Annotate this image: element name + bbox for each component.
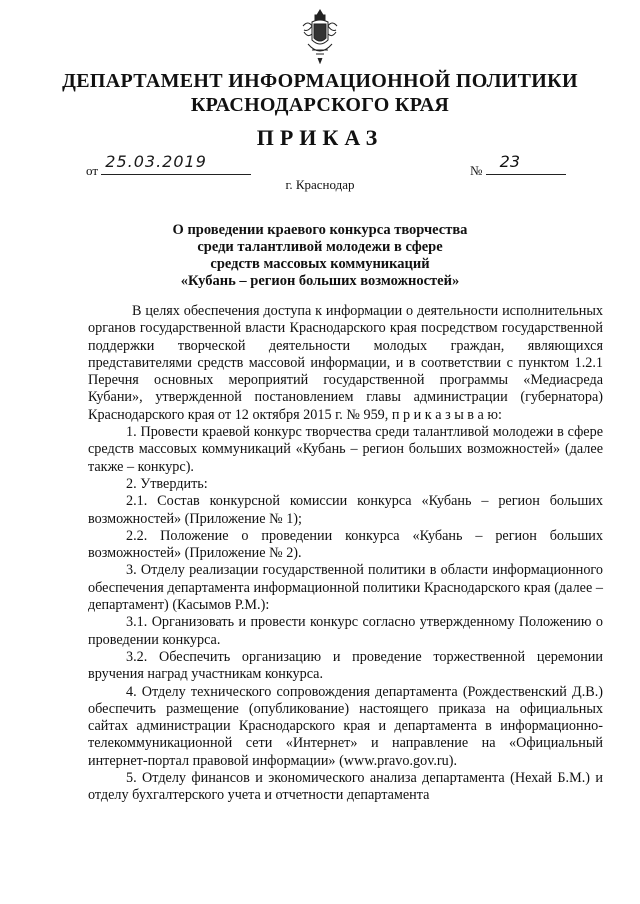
paragraph-3-1: 3.1. Организовать и провести конкурс согласно утвержденному Положению о проведении конкурса. [88, 614, 603, 648]
date-prefix: от [86, 163, 99, 178]
date-underline [101, 152, 251, 175]
document-type: ПРИКАЗ [256, 125, 384, 150]
title-line: О проведении краевого конкурса творчества [172, 222, 468, 238]
paragraph-3-2: 3.2. Обеспечить организацию и проведение торжественной церемонии вручения наград участникам конкурса. [88, 648, 603, 683]
order-body [88, 303, 603, 805]
paragraph-5: 5. Отделу финансов и экономического анализа департамента (Нехай Б.М.) и отделу бухгалтерского учета и отчетности департамента [88, 770, 603, 804]
paragraph-1: 1. Провести краевой конкурс творчества среди талантливой молодежи в сфере средств массовых коммуникаций «Кубань – регион больших возможностей» (далее также – конкурс). [88, 424, 603, 475]
handwritten-date: 25.03.2019 [105, 152, 207, 171]
title-line: среди талантливой молодежи в сфере [197, 239, 443, 255]
preamble-paragraph: В целях обеспечения доступа к информации о деятельности исполнительных органов государственной власти Краснодарского края посредством государственной поддержки творческой деятельности молодых граждан, являющихся представителями средств массовой информации, и в соответствии с пунктом 1.2.1 Перечня основных мероприятий государственной программы «Медиасреда Кубани», утвержденной постановлением главы администрации (губернатора) Краснодарского края от 12 октября 2015 г. № 959, п р и к а з ы в а ю: [88, 303, 603, 423]
number-prefix: № [470, 163, 483, 178]
title-line: «Кубань – регион больших возможностей» [180, 273, 460, 289]
paragraph-3: 3. Отделу реализации государственной политики в области информационного обеспечения департамента информационной политики Краснодарского края (далее – департамент) (Касымов Р.М.): [88, 562, 603, 614]
coat-of-arms-icon [300, 8, 340, 64]
city: г. Краснодар [285, 177, 355, 192]
paragraph-4: 4. Отделу технического сопровождения департамента (Рождественский Д.В.) обеспечить размещение (опубликование) настоящего приказа на официальных сайтах администрации Краснодарского края и департамента в информационно-телекоммуникационной сети «Интернет» и направление на «Официальный интернет-портал правовой информации» (www.pravo.gov.ru). [88, 683, 603, 769]
paragraph-2-1: 2.1. Состав конкурсной комиссии конкурса «Кубань – регион больших возможностей» (Приложение № 1); [88, 493, 603, 527]
order-title [0, 222, 640, 290]
paragraph-2: 2. Утвердить: [126, 475, 208, 492]
paragraph-2-2: 2.2. Положение о проведении конкурса «Кубань – регион больших возможностей» (Приложение № 2). [88, 527, 603, 562]
department-name-line1: ДЕПАРТАМЕНТ ИНФОРМАЦИОННОЙ ПОЛИТИКИ [62, 70, 578, 92]
department-name-line2: КРАСНОДАРСКОГО КРАЯ [190, 94, 450, 116]
handwritten-number: 23 [499, 152, 521, 171]
number-underline [486, 152, 566, 175]
title-line: средств массовых коммуникаций [210, 256, 430, 272]
